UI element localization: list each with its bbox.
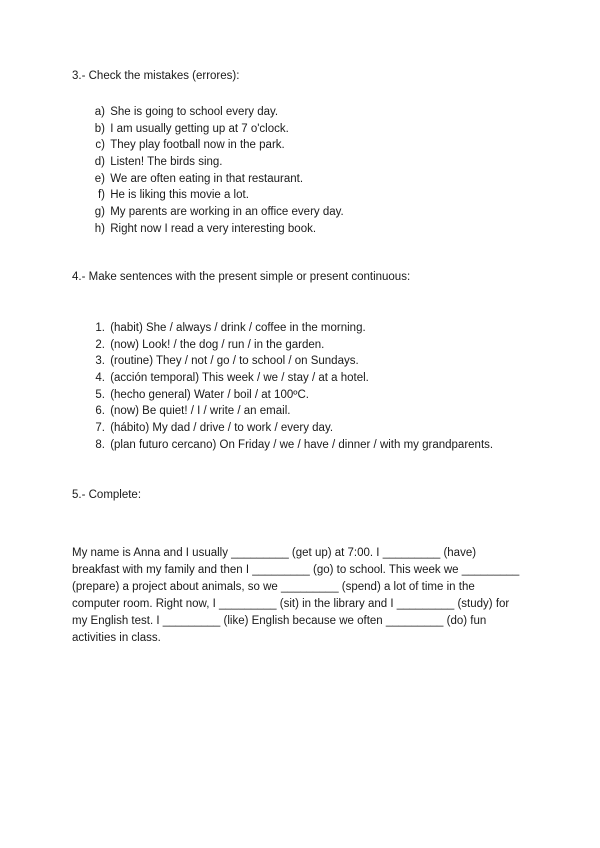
list-marker: 7. bbox=[95, 422, 105, 435]
list-marker: 2. bbox=[95, 338, 105, 351]
list-marker: f) bbox=[97, 189, 105, 202]
list-item-text: (acción temporal) This week / we / stay / at a hotel. bbox=[110, 372, 369, 385]
list-item bbox=[72, 353, 493, 370]
list-item-text: (now) Be quiet! / I / write / an email. bbox=[110, 405, 291, 418]
list-item bbox=[72, 387, 493, 404]
list-item bbox=[72, 320, 493, 337]
list-item bbox=[72, 370, 493, 387]
list-item-text: My parents are working in an office every day. bbox=[110, 206, 344, 219]
list-item-text: Right now I read a very interesting book. bbox=[110, 222, 317, 235]
list-item bbox=[72, 154, 344, 171]
section-3-list bbox=[72, 104, 344, 238]
list-item bbox=[72, 104, 344, 121]
list-marker: b) bbox=[94, 122, 105, 135]
list-marker: 5. bbox=[95, 388, 105, 401]
list-item bbox=[72, 403, 493, 420]
list-item bbox=[72, 337, 493, 354]
list-item bbox=[72, 137, 344, 154]
list-item-text: (hábito) My dad / drive / to work / every day. bbox=[110, 422, 334, 435]
list-marker: e) bbox=[94, 172, 105, 185]
list-item bbox=[72, 221, 344, 238]
list-marker: h) bbox=[94, 222, 105, 235]
list-item-text: (routine) They / not / go / to school / on Sundays. bbox=[110, 355, 359, 368]
list-marker: 4. bbox=[95, 372, 105, 385]
cloze-paragraph: My name is Anna and I usually _________ (get up) at 7:00. I _________ (have) breakfast with my family and then I _________ (go) to school. This week we _________ (prepare) a project about animals, so we _________ (spend) a lot of time in the computer room. Right now, I _________ (sit) in the library and I _________ (study) for my English test. I _________ (like) English because we often _________ (do) fun activities in class. bbox=[72, 547, 520, 644]
list-item-text: We are often eating in that restaurant. bbox=[110, 172, 304, 185]
list-item bbox=[72, 437, 493, 454]
list-item-text: She is going to school every day. bbox=[110, 106, 279, 118]
list-marker: 6. bbox=[95, 405, 105, 418]
list-item-text: He is liking this movie a lot. bbox=[110, 189, 249, 202]
list-item bbox=[72, 187, 344, 204]
list-marker: 8. bbox=[95, 438, 105, 451]
list-item-text: (hecho general) Water / boil / at 100ºC. bbox=[110, 388, 309, 401]
list-item-text: (habit) She / always / drink / coffee in the morning. bbox=[110, 322, 366, 334]
list-marker: d) bbox=[94, 156, 105, 169]
list-marker: 1. bbox=[95, 322, 105, 334]
list-marker: a) bbox=[94, 106, 105, 118]
list-marker: g) bbox=[94, 206, 105, 219]
section-5-heading: 5.- Complete: bbox=[72, 489, 142, 501]
list-item-text: Listen! The birds sing. bbox=[110, 156, 223, 169]
list-marker: c) bbox=[95, 139, 105, 152]
list-item bbox=[72, 204, 344, 221]
list-item-text: They play football now in the park. bbox=[110, 139, 285, 152]
list-marker: 3. bbox=[95, 355, 105, 368]
section-4-heading: 4.- Make sentences with the present simple or present continuous: bbox=[72, 271, 411, 283]
list-item bbox=[72, 171, 344, 188]
list-item-text: (now) Look! / the dog / run / in the garden. bbox=[110, 338, 325, 351]
list-item-text: I am usually getting up at 7 o'clock. bbox=[110, 122, 289, 135]
section-3-heading: 3.- Check the mistakes (errores): bbox=[72, 70, 240, 82]
section-4-list bbox=[72, 320, 493, 454]
list-item bbox=[72, 420, 493, 437]
list-item-text: (plan futuro cercano) On Friday / we / have / dinner / with my grandparents. bbox=[110, 438, 494, 451]
list-item bbox=[72, 121, 344, 138]
